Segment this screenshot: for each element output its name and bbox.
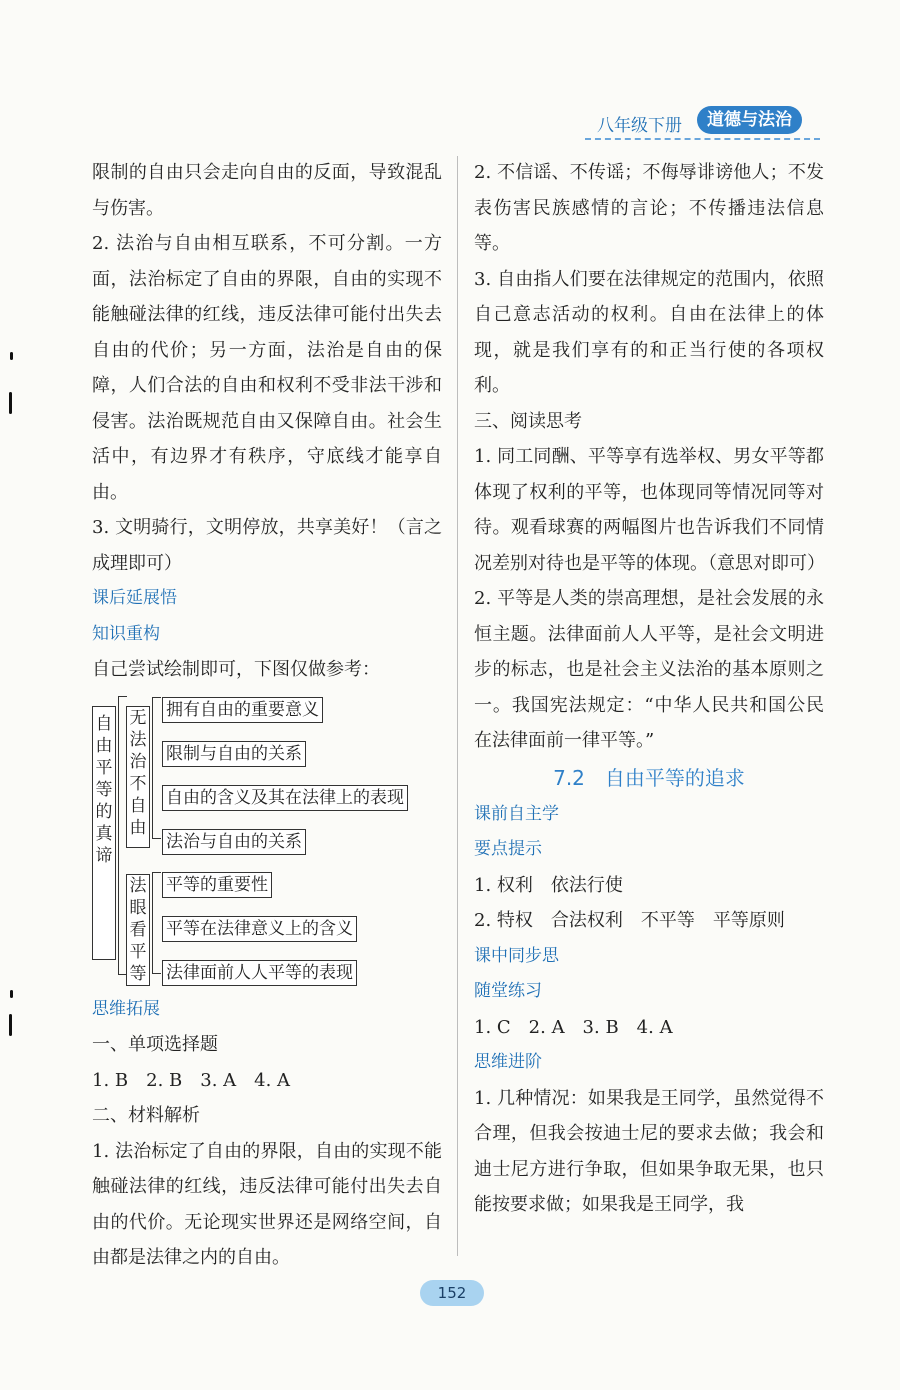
paragraph: 1. 法治标定了自由的界限，自由的实现不能触碰法律的红线，违反法律可能付出失去自由的代价。无论现实世界还是网络空间，自由都是法律之内的自由。	[92, 1140, 442, 1268]
diagram-item: 法治与自由的关系	[162, 829, 306, 855]
paragraph: 1. 同工同酬、平等享有选举权、男女平等都体现了权利的平等，也体现同等情况同等对待。观看球赛的两幅图片也告诉我们不同情况差别对待也是平等的体现。（意思对即可）	[474, 446, 825, 574]
grade-label: 八年级下册	[597, 116, 682, 136]
paragraph: 二、材料解析	[92, 1105, 200, 1126]
paragraph: 3. 自由指人们要在法律规定的范围内，依照自己意志活动的权利。自由在法律上的体现，就是我们享有的和正当行使的各项权利。	[474, 268, 824, 396]
diagram-item: 平等在法律意义上的含义	[162, 916, 357, 942]
chapter-heading: 7.2 自由平等的追求	[553, 765, 745, 790]
scan-mark	[9, 392, 12, 414]
freedom-brace	[152, 697, 161, 839]
diagram-item: 限制与自由的关系	[162, 741, 306, 767]
diagram-item: 自由的含义及其在法律上的表现	[162, 785, 408, 811]
equality-brace	[152, 872, 161, 974]
section-heading: 思维拓展	[92, 998, 160, 1019]
page-header	[575, 106, 820, 142]
paragraph: 2. 不信谣、不传谣；不侮辱诽谤他人；不发表伤害民族感情的言论；不传播违法信息等。	[474, 162, 824, 254]
diagram-root	[92, 706, 116, 960]
paragraph: 1. 权利 依法行使	[474, 874, 623, 896]
section-heading: 课中同步思	[474, 945, 559, 966]
diagram-item: 平等的重要性	[162, 872, 272, 898]
scan-mark	[9, 1014, 12, 1036]
section-heading: 课前自主学	[474, 803, 559, 824]
paragraph: 1. C 2. A 3. B 4. A	[474, 1016, 673, 1038]
paragraph: 1. B 2. B 3. A 4. A	[92, 1069, 291, 1091]
paragraph: 3. 文明骑行，文明停放，共享美好！（言之成理即可）	[92, 517, 442, 574]
branch-freedom	[126, 706, 150, 848]
paragraph: 三、阅读思考	[474, 410, 582, 432]
diagram-item: 拥有自由的重要意义	[162, 697, 323, 723]
section-heading: 思维进阶	[474, 1052, 542, 1072]
scan-mark	[10, 352, 13, 360]
scan-mark	[10, 990, 13, 998]
paragraph: 限制的自由只会走向自由的反面，导致混乱与伤害。	[92, 162, 442, 219]
section-heading: 知识重构	[92, 623, 160, 644]
knowledge-diagram	[92, 692, 442, 992]
branch-freedom-label: 无法治不自由	[129, 707, 147, 838]
paragraph: 一、单项选择题	[92, 1034, 218, 1055]
paragraph: 1. 几种情况：如果我是王同学，虽然觉得不合理，但我会按迪士尼的要求去做；我会和迪士尼方进行争取，但如果争取无果，也只能按要求做；如果我是王同学，我	[474, 1087, 824, 1215]
diagram-item: 法律面前人人平等的表现	[162, 960, 357, 986]
paragraph: 2. 法治与自由相互联系，不可分割。一方面，法治标定了自由的界限，自由的实现不能触碰法律的红线，违反法律可能付出失去自由的代价；另一方面，法治是自由的保障，人们合法的自由和权利不受非法干涉和侵害。法治既规范自由又保障自由。社会生活中，有边界才有秩序，守底线才能享自由。	[92, 233, 442, 503]
paragraph: 2. 特权 合法权利 不平等 平等原则	[474, 910, 785, 931]
section-heading: 要点提示	[474, 839, 542, 859]
diagram-root-label: 自由平等的真谛	[95, 713, 113, 866]
branch-equality-label: 法眼看平等	[129, 875, 147, 984]
header-rule	[585, 138, 820, 140]
paragraph: 2. 平等是人类的崇高理想，是社会发展的永恒主题。法律面前人人平等，是社会文明进步的标志，也是社会主义法治的基本原则之一。我国宪法规定：“中华人民共和国公民在法律面前一律平等。”	[474, 588, 824, 751]
column-divider	[457, 156, 458, 1256]
left-column	[92, 155, 442, 1276]
paragraph: 自己尝试绘制即可，下图仅做参考：	[92, 659, 380, 680]
page-number: 152	[420, 1280, 484, 1306]
right-column	[474, 155, 824, 1223]
subject-badge: 道德与法治	[697, 106, 802, 134]
section-heading: 课后延展悟	[92, 588, 177, 608]
branch-equality	[126, 874, 150, 986]
section-heading: 随堂练习	[474, 981, 542, 1001]
